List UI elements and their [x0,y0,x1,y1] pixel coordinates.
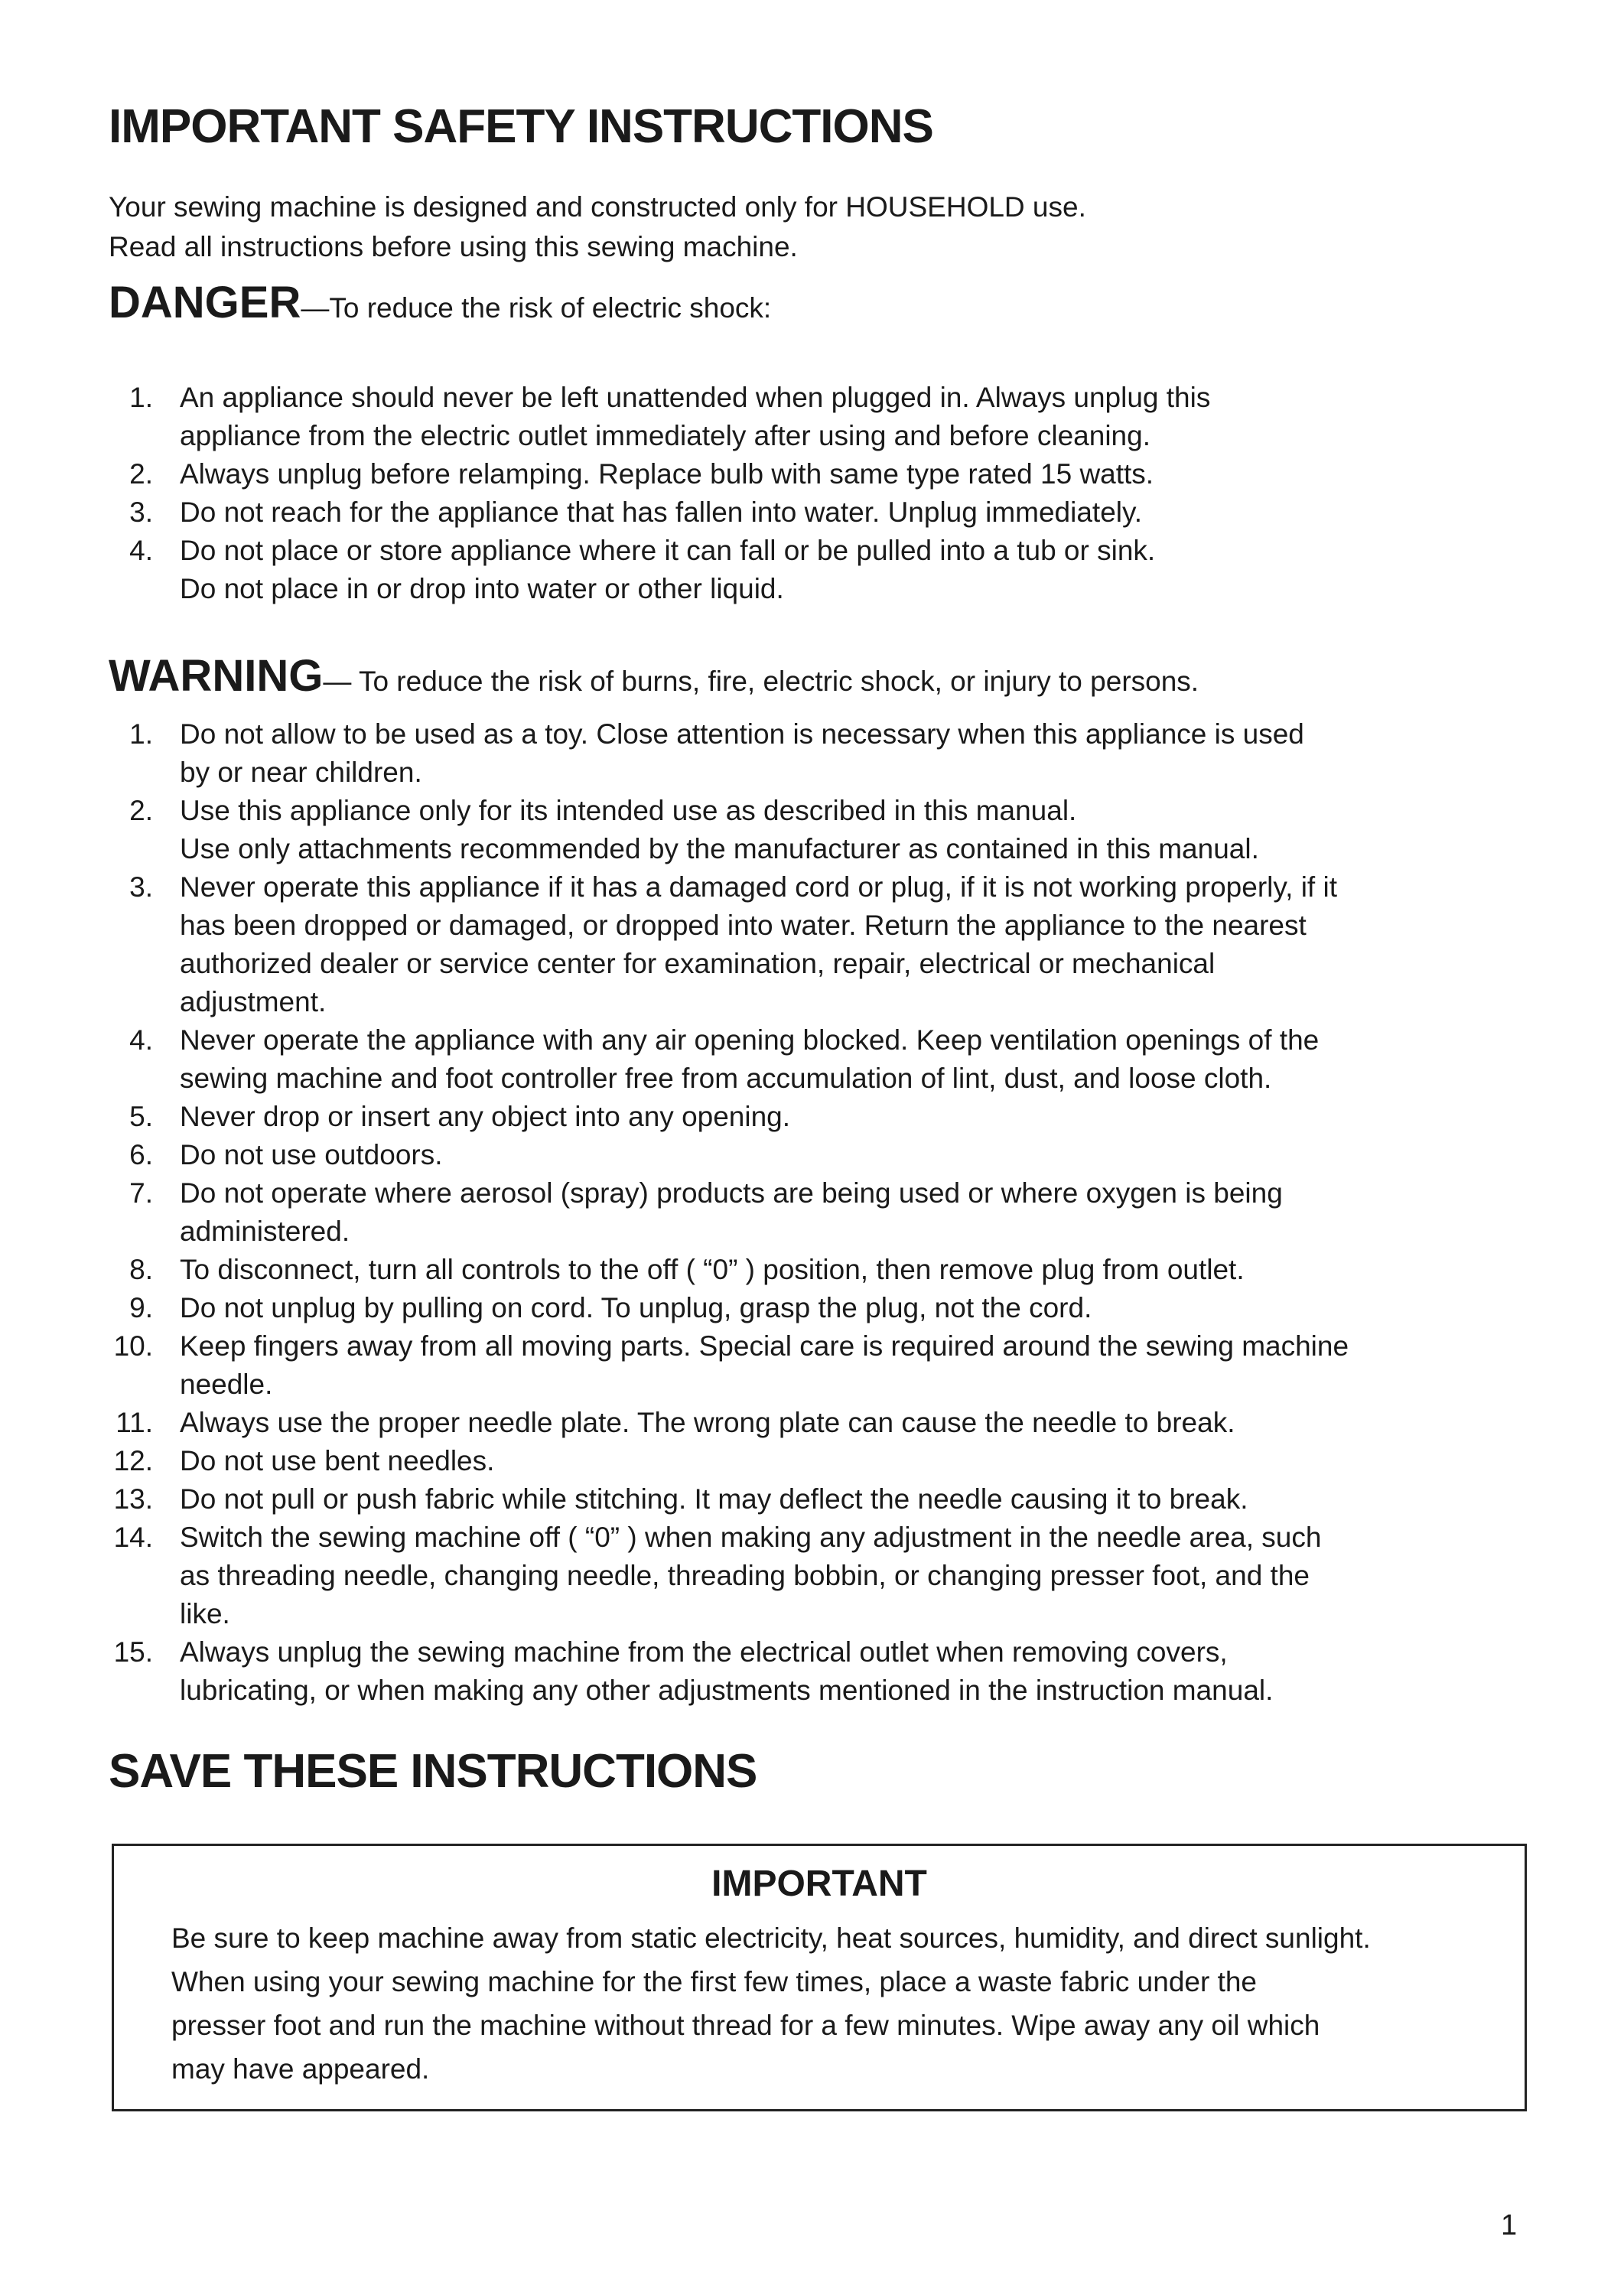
item-text-line: Never drop or insert any object into any opening. [180,1101,791,1132]
danger-subtitle: —To reduce the risk of electric shock: [301,292,772,324]
important-notice-box [112,1844,1527,2111]
item-text-line: by or near children. [180,757,422,788]
warning-item [109,792,1531,868]
important-line: Be sure to keep machine away from static electricity, heat sources, humidity, and direct sunlight. [171,1922,1371,1954]
warning-list [109,715,1531,1710]
item-number: 5. [129,1101,153,1132]
item-text-line: as threading needle, changing needle, threading bobbin, or changing presser foot, and the [180,1560,1310,1591]
item-text-line: Never operate this appliance if it has a damaged cord or plug, if it is not working properly, if it [180,871,1337,903]
item-text-line: Do not use outdoors. [180,1139,443,1170]
item-number: 8. [129,1254,153,1285]
important-title: IMPORTANT [711,1864,927,1904]
danger-item [109,493,1531,532]
warning-item [109,1442,1531,1480]
page-title: IMPORTANT SAFETY INSTRUCTIONS [109,100,933,153]
danger-item [109,455,1531,493]
warning-heading [109,650,1199,702]
item-number: 1. [129,382,153,413]
item-text-line: Do not reach for the appliance that has fallen into water. Unplug immediately. [180,496,1143,528]
item-text-line: has been dropped or damaged, or dropped into water. Return the appliance to the nearest [180,910,1307,941]
item-number: 3. [129,496,153,528]
item-number: 14. [113,1522,153,1553]
warning-item [109,1174,1531,1251]
danger-item [109,532,1531,608]
important-text [171,1916,1487,2091]
important-line: When using your sewing machine for the first few times, place a waste fabric under the [171,1966,1258,1997]
item-number: 12. [113,1445,153,1476]
warning-item [109,1404,1531,1442]
item-number: 15. [113,1636,153,1668]
danger-label: DANGER [109,278,301,327]
warning-item [109,1633,1531,1710]
warning-item [109,1327,1531,1404]
intro-line: Read all instructions before using this sewing machine. [109,231,798,262]
item-text-line: Always unplug before relamping. Replace bulb with same type rated 15 watts. [180,458,1154,490]
item-text-line: Always use the proper needle plate. The wrong plate can cause the needle to break. [180,1407,1235,1438]
item-text-line: Do not unplug by pulling on cord. To unplug, grasp the plug, not the cord. [180,1292,1092,1323]
item-number: 11. [116,1407,153,1438]
save-instructions-title: SAVE THESE INSTRUCTIONS [109,1745,757,1798]
item-number: 1. [129,718,153,750]
intro-line: Your sewing machine is designed and constructed only for HOUSEHOLD use. [109,191,1086,223]
item-number: 9. [129,1292,153,1323]
item-text-line: sewing machine and foot controller free from accumulation of lint, dust, and loose cloth. [180,1063,1272,1094]
important-line: may have appeared. [171,2053,430,2085]
page-number: 1 [1501,2209,1518,2241]
warning-item [109,715,1531,792]
item-number: 2. [129,795,153,826]
item-text-line: Do not operate where aerosol (spray) products are being used or where oxygen is being [180,1177,1283,1209]
item-text-line: lubricating, or when making any other adjustments mentioned in the instruction manual. [180,1675,1274,1706]
item-text-line: administered. [180,1216,350,1247]
item-number: 13. [113,1483,153,1515]
item-text-line: An appliance should never be left unattended when plugged in. Always unplug this [180,382,1211,413]
warning-label: WARNING [109,651,324,701]
item-text-line: Do not allow to be used as a toy. Close attention is necessary when this appliance is used [180,718,1304,750]
item-text-line: Do not place in or drop into water or other liquid. [180,573,784,604]
warning-item [109,1480,1531,1519]
danger-item [109,379,1531,455]
warning-item [109,1289,1531,1327]
important-line: presser foot and run the machine without thread for a few minutes. Wipe away any oil which [171,2010,1320,2041]
item-number: 4. [129,535,153,566]
item-text-line: adjustment. [180,986,327,1017]
item-text-line: Do not pull or push fabric while stitching. It may deflect the needle causing it to break. [180,1483,1248,1515]
warning-item [109,1021,1531,1098]
danger-heading [109,277,771,328]
item-text-line: like. [180,1598,230,1629]
item-text-line: needle. [180,1369,273,1400]
item-number: 10. [113,1330,153,1362]
item-text-line: Do not place or store appliance where it can fall or be pulled into a tub or sink. [180,535,1156,566]
warning-item [109,1251,1531,1289]
item-text-line: Use only attachments recommended by the manufacturer as contained in this manual. [180,833,1259,864]
item-number: 7. [129,1177,153,1209]
warning-item [109,1136,1531,1174]
item-number: 2. [129,458,153,490]
danger-list [109,379,1531,608]
item-text-line: Use this appliance only for its intended use as described in this manual. [180,795,1077,826]
warning-item [109,868,1531,1021]
item-number: 4. [129,1024,153,1056]
item-text-line: Switch the sewing machine off ( “0” ) when making any adjustment in the needle area, such [180,1522,1322,1553]
item-text-line: authorized dealer or service center for examination, repair, electrical or mechanical [180,948,1216,979]
item-number: 3. [129,871,153,903]
item-text-line: To disconnect, turn all controls to the off ( “0” ) position, then remove plug from outlet. [180,1254,1245,1285]
warning-item [109,1519,1531,1633]
item-number: 6. [129,1139,153,1170]
warning-subtitle: — To reduce the risk of burns, fire, electric shock, or injury to persons. [323,666,1199,697]
warning-item [109,1098,1531,1136]
item-text-line: Never operate the appliance with any air opening blocked. Keep ventilation openings of the [180,1024,1320,1056]
item-text-line: appliance from the electric outlet immediately after using and before cleaning. [180,420,1150,451]
item-text-line: Keep fingers away from all moving parts. Special care is required around the sewing machine [180,1330,1349,1362]
item-text-line: Do not use bent needles. [180,1445,495,1476]
item-text-line: Always unplug the sewing machine from the electrical outlet when removing covers, [180,1636,1228,1668]
intro-text [109,187,1486,267]
